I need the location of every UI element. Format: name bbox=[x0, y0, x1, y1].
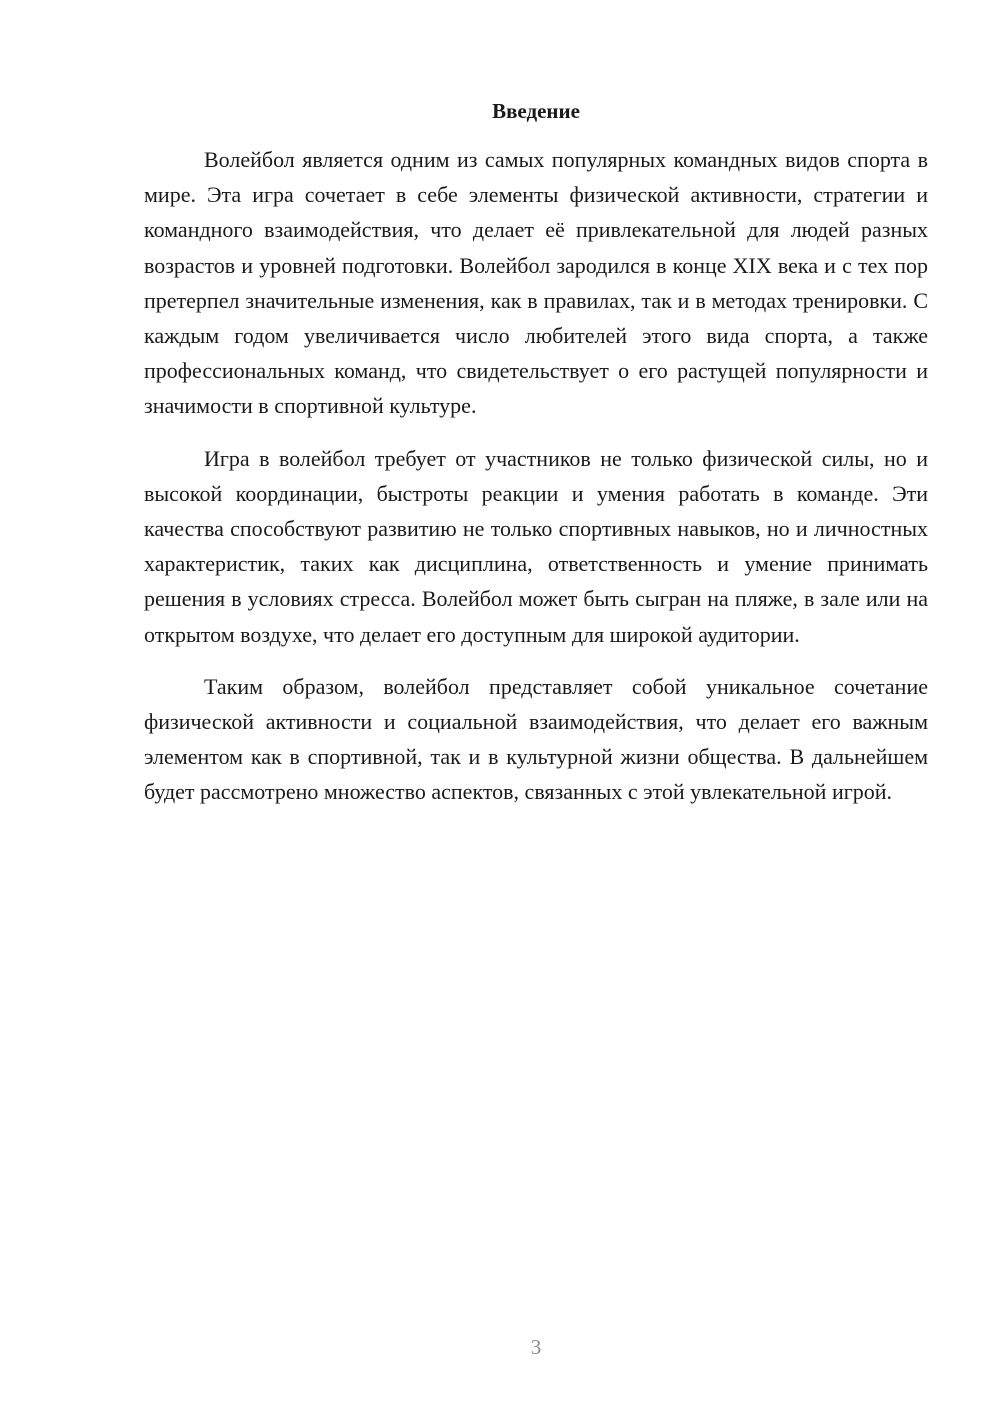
body-text bbox=[144, 142, 928, 827]
paragraph-2: Игра в волейбол требует от участников не только физической силы, но и высокой координации, быстроты реакции и умения работать в команде. Эти качества способствуют развитию не только спортивных навыков, но и личностных характеристик, таких как дисциплина, ответственность и умение принимать решения в условиях стресса. Волейбол может быть сыгран на пляже, в зале или на открытом воздухе, что делает его доступным для широкой аудитории. bbox=[144, 445, 928, 647]
paragraph-1: Волейбол является одним из самых популярных командных видов спорта в мире. Эта игра сочетает в себе элементы физической активности, стратегии и командного взаимодействия, что делает её привлекательной для людей разных возрастов и уровней подготовки. Волейбол зародился в конце XIX века и с тех пор претерпел значительные изменения, как в правилах, так и в методах тренировки. С каждым годом увеличивается число любителей этого вида спорта, а также профессиональных команд, что свидетельствует о его растущей популярности и значимости в спортивной культуре. bbox=[144, 147, 928, 419]
section-title: Введение bbox=[492, 99, 580, 123]
page-number: 3 bbox=[530, 1335, 542, 1359]
paragraph-3: Таким образом, волейбол представляет собой уникальное сочетание физической активности и социальной взаимодействия, что делает его важным элементом как в спортивной, так и в культурной жизни общества. В дальнейшем будет рассмотрено множество аспектов, связанных с этой увлекательной игрой. bbox=[144, 673, 928, 805]
